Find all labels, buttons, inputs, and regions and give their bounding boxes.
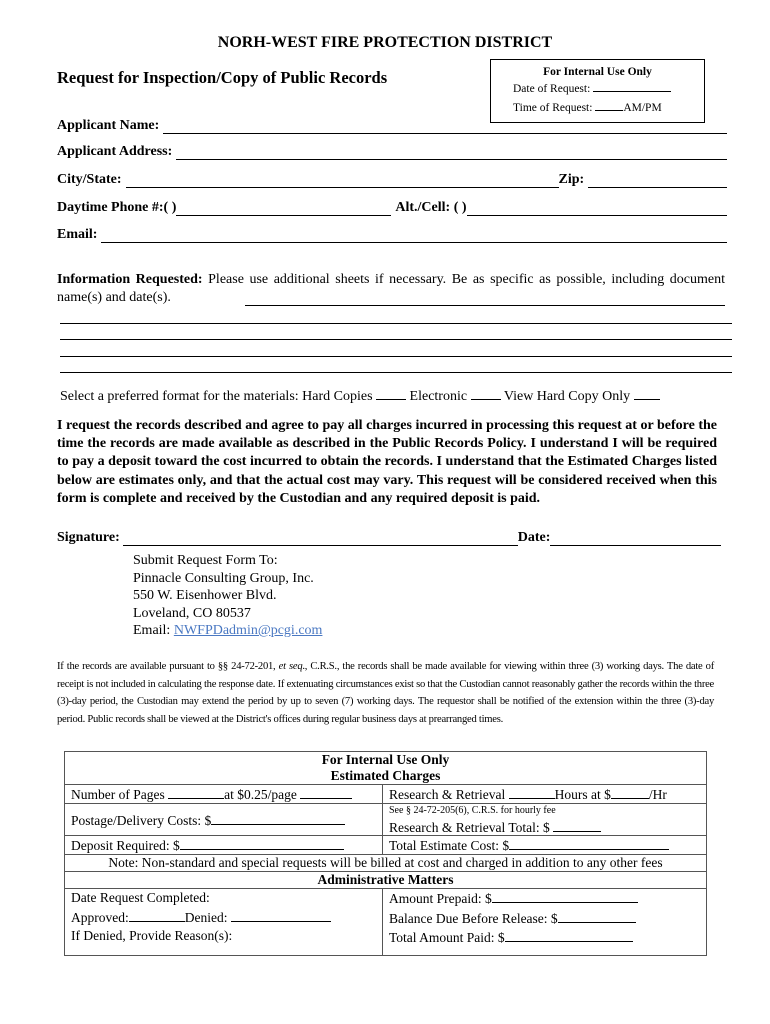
- table-heading: For Internal Use Only: [65, 752, 707, 769]
- pages-label: Number of Pages: [71, 787, 165, 802]
- page-title: NORH-WEST FIRE PROTECTION DISTRICT: [217, 34, 553, 51]
- legal-text-a: If the records are available pursuant to §§ 24-72-201,: [57, 661, 276, 672]
- submit-address: [133, 552, 322, 640]
- research-total-field[interactable]: [553, 818, 601, 832]
- denied-label: Denied:: [184, 909, 228, 925]
- format-selection: [60, 386, 730, 406]
- balance-due-field[interactable]: [558, 909, 636, 923]
- research-cell: [383, 785, 707, 804]
- info-requested-text: Please use additional sheets if necessary. Be as specific as possible, including document name(s) and date(s).: [57, 272, 726, 305]
- total-paid-field[interactable]: [505, 928, 633, 942]
- amount-prepaid-label: Amount Prepaid: $: [389, 891, 492, 906]
- format-electronic: Electronic: [409, 389, 468, 404]
- signature-row: [57, 530, 721, 546]
- per-hour-label: /Hr: [648, 787, 667, 802]
- admin-left-cell: [65, 889, 383, 956]
- time-of-request-field[interactable]: [595, 97, 623, 111]
- estimated-charges-heading: Estimated Charges: [65, 768, 707, 785]
- form-subtitle: Request for Inspection/Copy of Public Records: [57, 68, 388, 87]
- internal-charges-table: [64, 751, 707, 956]
- denied-field[interactable]: [231, 908, 331, 922]
- total-estimate-cell: [383, 836, 707, 855]
- submit-line-4: Loveland, CO 80537: [133, 605, 251, 621]
- total-estimate-field[interactable]: [509, 836, 669, 850]
- internal-use-box: [490, 59, 705, 123]
- internal-use-heading: For Internal Use Only: [543, 66, 652, 78]
- pages-rate: at $0.25/page: [224, 787, 297, 802]
- admin-right-cell: [383, 889, 707, 956]
- date-of-request-field[interactable]: [593, 78, 671, 92]
- alt-cell-label: Alt./Cell: ( ): [395, 200, 467, 215]
- submit-line-1: Submit Request Form To:: [133, 553, 278, 568]
- legal-text-italic: et seq: [278, 661, 303, 672]
- postage-cell: [65, 804, 383, 836]
- format-prompt: Select a preferred format for the materials:: [60, 389, 299, 404]
- submit-email-link[interactable]: NWFPDadmin@pcgi.com: [173, 623, 323, 638]
- agreement-text: I request the records described and agree to pay all charges incurred in processing this request at or before the time the records are made available as described in the Public Records Policy. I understand I will be required to pay a deposit toward the cost incurred to obtain the records. I understand that the Estimated Charges listed below are estimates only, and that the actual cost may vary. This request will be considered received when this form is complete and received by the Custodian and any required deposit is paid.: [57, 418, 717, 506]
- date-of-request-label: Date of Request:: [513, 83, 591, 95]
- pages-total-field[interactable]: [300, 785, 352, 799]
- date-completed-label: Date Request Completed:: [71, 890, 210, 905]
- submit-line-3: 550 W. Eisenhower Blvd.: [133, 588, 277, 603]
- submit-line-2: Pinnacle Consulting Group, Inc.: [133, 570, 314, 586]
- signature-field[interactable]: [123, 531, 518, 546]
- am-pm-label: AM/PM: [623, 102, 662, 114]
- info-requested-label: Information Requested:: [57, 272, 203, 287]
- approved-field[interactable]: [129, 908, 185, 922]
- legal-text-b: ., C.R.S., the records shall be made available for viewing within three (3) working days. The date of receipt is not included in calculating the response date. If extenuating circumstances exist so that the Custodian cannot reasonably gather the records within the three (3)-day period, the Custodian may extend the period by up to seven (7) working days. The requestor shall be notified of the extension within the three (3)-day period. Public records shall be viewed at the District's offices during regular business days at prearranged times.: [57, 661, 715, 725]
- daytime-phone-field[interactable]: [176, 201, 391, 216]
- signature-date-field[interactable]: [550, 531, 721, 546]
- postage-field[interactable]: [211, 811, 345, 825]
- hard-copies-blank[interactable]: [376, 386, 406, 400]
- city-state-label: City/State:: [57, 172, 122, 187]
- deposit-field[interactable]: [180, 836, 344, 850]
- applicant-name-row: [57, 118, 727, 134]
- email-row: [57, 227, 727, 243]
- administrative-heading: Administrative Matters: [65, 872, 707, 889]
- phone-row: [57, 200, 727, 216]
- deposit-cell: [65, 836, 383, 855]
- signature-label: Signature:: [57, 530, 120, 545]
- submit-email-label: Email:: [133, 623, 171, 638]
- deposit-label: Deposit Required: $: [71, 838, 180, 853]
- info-lines[interactable]: [60, 307, 732, 373]
- zip-label: Zip:: [558, 172, 585, 187]
- hours-at-label: Hours at $: [554, 787, 611, 802]
- electronic-blank[interactable]: [471, 386, 501, 400]
- view-hard-copy-blank[interactable]: [634, 386, 660, 400]
- city-zip-row: [57, 172, 727, 188]
- signature-date-label: Date:: [517, 530, 551, 545]
- info-line-first[interactable]: [245, 291, 725, 306]
- city-state-field[interactable]: [126, 173, 559, 188]
- zip-field[interactable]: [588, 173, 727, 188]
- total-paid-label: Total Amount Paid: $: [389, 930, 505, 945]
- balance-due-label: Balance Due Before Release: $: [389, 910, 558, 926]
- hourly-rate-field[interactable]: [611, 785, 649, 799]
- applicant-address-label: Applicant Address:: [57, 144, 173, 159]
- applicant-address-field[interactable]: [176, 145, 727, 160]
- approved-label: Approved:: [71, 909, 129, 925]
- email-label: Email:: [57, 227, 98, 242]
- hourly-fee-note: See § 24-72-205(6), C.R.S. for hourly fee: [389, 805, 556, 816]
- email-field[interactable]: [101, 228, 727, 243]
- denied-reason-label: If Denied, Provide Reason(s):: [71, 928, 233, 943]
- research-label: Research & Retrieval: [389, 787, 506, 802]
- time-of-request-label: Time of Request:: [513, 102, 593, 114]
- daytime-phone-label: Daytime Phone #:( ): [57, 200, 177, 215]
- research-total-label: Research & Retrieval Total: $: [389, 820, 550, 835]
- format-view-hard-copy: View Hard Copy Only: [503, 389, 631, 404]
- billing-note: Note: Non-standard and special requests will be billed at cost and charged in addition to any other fees: [65, 855, 707, 872]
- research-total-cell: [383, 804, 707, 836]
- alt-cell-field[interactable]: [467, 201, 727, 216]
- amount-prepaid-field[interactable]: [492, 889, 638, 903]
- format-hard-copies: Hard Copies: [302, 389, 373, 404]
- applicant-address-row: [57, 144, 727, 160]
- postage-label: Postage/Delivery Costs: $: [71, 812, 212, 828]
- research-hours-field[interactable]: [509, 785, 555, 799]
- pages-field[interactable]: [168, 785, 224, 799]
- pages-cell: [65, 785, 383, 804]
- total-estimate-label: Total Estimate Cost: $: [389, 838, 510, 853]
- applicant-name-field[interactable]: [163, 119, 727, 134]
- applicant-name-label: Applicant Name:: [57, 118, 160, 133]
- legal-notice: [57, 658, 714, 728]
